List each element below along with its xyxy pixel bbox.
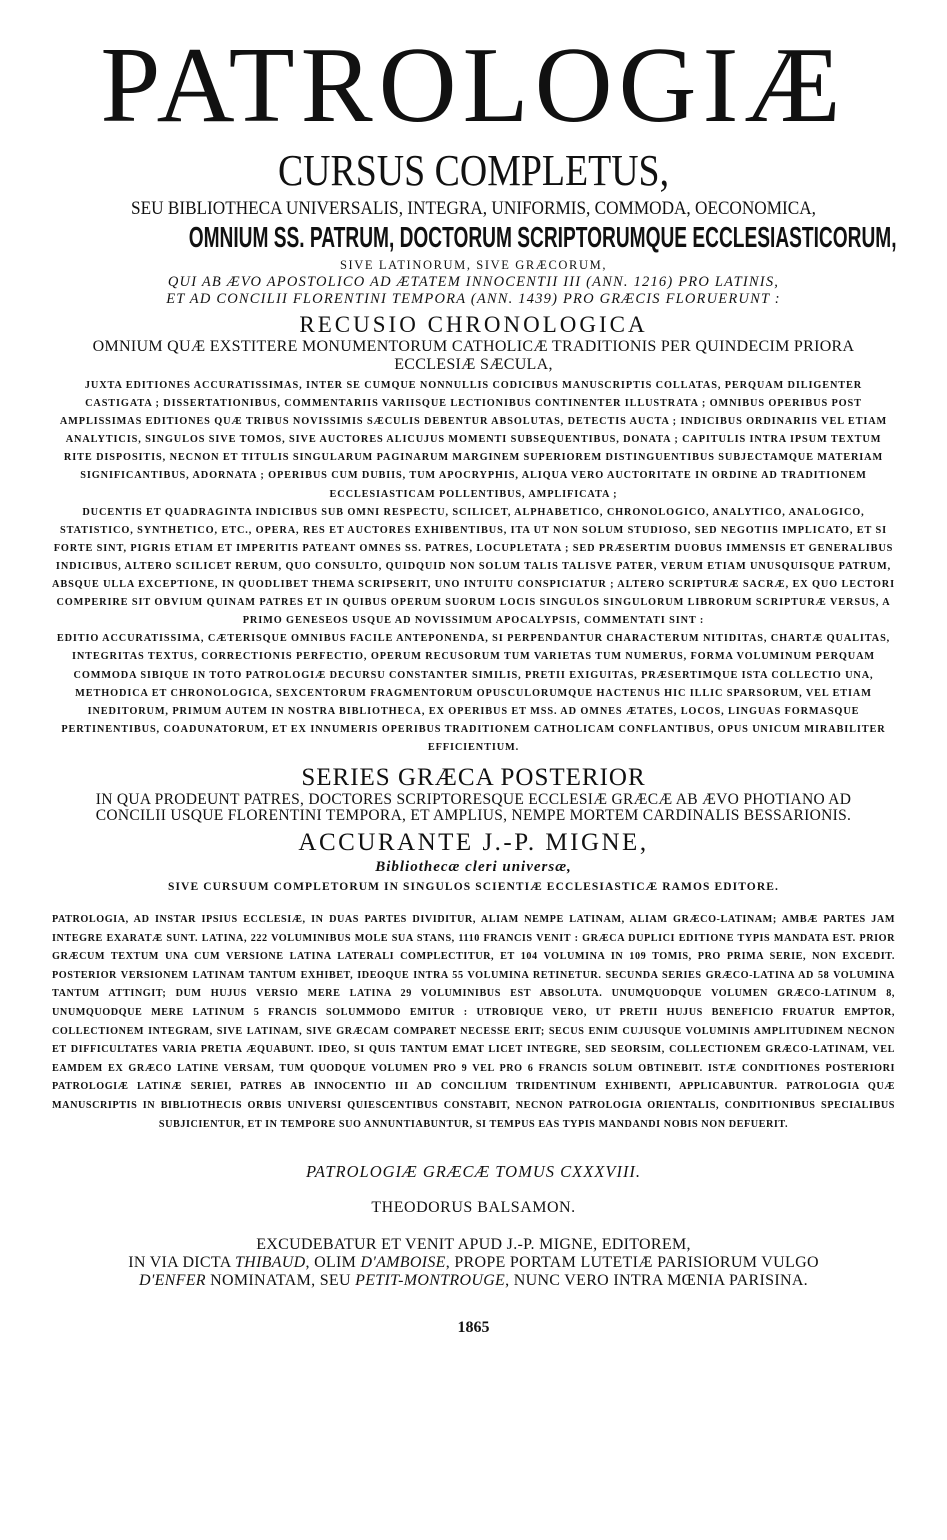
imprint-enfer: D'ENFER: [139, 1272, 206, 1290]
imprint-line-2: [42, 1254, 905, 1272]
author-line: THEODORUS BALSAMON.: [371, 1199, 576, 1217]
omnium-quae-line-2: ECCLESIÆ SÆCULA,: [394, 355, 553, 373]
main-title: PATROLOGIÆ: [100, 26, 847, 145]
bibliothecae-line: Bibliothecæ cleri universæ,: [375, 858, 572, 875]
omnium-quae-line-1: OMNIUM QUÆ EXSTITERE MONUMENTORUM CATHOLICÆ TRADITIONIS PER QUINDECIM PRIORA: [92, 338, 855, 355]
imprint-street-thibaud: THIBAUD: [234, 1254, 306, 1272]
seu-line: SEU BIBLIOTHECA UNIVERSALIS, INTEGRA, UNIFORMIS, COMMODA, OECONOMICA,: [131, 199, 816, 219]
juxta-paragraph: JUXTA EDITIONES ACCURATISSIMAS, INTER SE CUMQUE NONNULLIS CODICIBUS MANUSCRIPTIS COLLATAS, PERQUAM DILIGENTER CASTIGATA ; DISSERTATIONIBUS, COMMENTARIIS VARIISQUE LECTIONIBUS CONTINENTER ILLUSTRATA ; OMNIBUS OPERIBUS POST AMPLISSIMAS EDITIONES QUÆ TRIBUS NOVISSIMIS SÆCULIS DEBENTUR ABSOLUTAS, DETECTIS AUCTA ; INDICIBUS ORDINARIIS VEL ETIAM ANALYTICIS, SINGULOS SIVE TOMOS, SIVE AUCTORES ALICUJUS MOMENTI SUBSEQUENTIBUS, DONATA ; CAPITULIS INTRA IPSUM TEXTUM RITE DISPOSITIS, NECNON ET TITULIS SINGULARUM PAGINARUM MARGINEM SUPERIOREM DISTINGUENTIBUS SUBJECTAMQUE MATERIAM SIGNIFICANTIBUS, ADORNATA ; OPERIBUS CUM DUBIIS, TUM APOCRYPHIS, ALIQUA VERO AUCTORITATE IN ORDINE AD TRADITIONEM ECCLESIASTICAM POLLENTIBUS, AMPLIFICATA ;: [59, 380, 888, 500]
patrologia-note: PATROLOGIA, AD INSTAR IPSIUS ECCLESIÆ, IN DUAS PARTES DIVIDITUR, ALIAM NEMPE LATINAM, ALIAM GRÆCO-LATINAM; AMBÆ PARTES JAM INTEGRE EXARATÆ SUNT. LATINA, 222 VOLUMINIBUS MOLE SUA STANS, 1110 FRANCIS VENIT : GRÆCA DUPLICI EDITIONE TYPIS MANDATA EST. PRIOR GRÆCUM TEXTUM UNA CUM VERSIONE LATINA LATERALI COMPLECTITUR, ET 104 VOLUMINA IN 109 TOMIS, PRO PRIMA SERIE, NON EXCEDIT. POSTERIOR VERSIONEM LATINAM TANTUM EXHIBET, IDEOQUE INTRA 55 VOLUMINA RETINETUR. SECUNDA SERIES GRÆCO-LATINA AD 58 VOLUMINA TANTUM ATTINGIT; DUM HUJUS VERSIO MERE LATINA 29 VOLUMINIBUS EST ABSOLUTA. UNUMQUODQUE VOLUMEN GRÆCO-LATINUM 8, UNUMQUODQUE MERE LATINUM 5 FRANCIS SOLUMMODO EMITUR : UTROBIQUE VERO, UT PRETII HUJUS BENEFICIO FRUATUR EMPTOR, COLLECTIONEM INTEGRAM, SIVE LATINAM, SIVE GRÆCAM COMPARET NECESSE ERIT; SECUS ENIM CUJUSQUE VOLUMINIS AMPLITUDINEM NECNON ET DIFFICULTATES VARIA PRETIA ÆQUABUNT. IDEO, SI QUIS TANTUM EMAT LICET INTEGRE, SED SEORSIM, COLLECTIONEM GRÆCO-LATINAM, VEL EAMDEM EX GRÆCO LATINE VERSAM, TUM QUODQUE VOLUMEN PRO 9 VEL PRO 6 FRANCIS SOLUM OBTINEBIT. ISTÆ CONDITIONES POSTERIORI PATROLOGIÆ LATINÆ SERIEI, PATRES AB INNOCENTIO III AD CONCILIUM TRIDENTINUM EXHIBENTI, APPLICABUNTUR. PATROLOGIA QUÆ MANUSCRIPTIS IN BIBLIOTHECIS ORBIS UNIVERSI QUIESCENTIBUS CONSTABIT, NECNON PATROLOGIA ORIENTALIS, CONDITIONIBUS SPECIALIBUS SUBJICIENTUR, ET IN TEMPORE SUO ANNUNTIABUNTUR, SI TEMPUS EAS TYPIS MANDANDI NOBIS NON DEFUERIT.: [52, 913, 895, 1130]
imprint-street-amboise: D'AMBOISE: [360, 1254, 446, 1272]
imprint-2a: IN VIA DICTA: [128, 1254, 235, 1272]
imprint-line-1: EXCUDEBATUR ET VENIT APUD J.-P. MIGNE, EDITOREM,: [256, 1236, 691, 1254]
qui-line-2: ET AD CONCILII FLORENTINI TEMPORA (ANN. 1439) PRO GRÆCIS FLORUERUNT :: [166, 290, 781, 307]
in-qua-line-2: CONCILII USQUE FLORENTINI TEMPORA, ET AMPLIUS, NEMPE MORTEM CARDINALIS BESSARIONIS.: [95, 806, 852, 824]
sive-cursuum-line: SIVE CURSUUM COMPLETORUM IN SINGULOS SCIENTIÆ ECCLESIASTICÆ RAMOS EDITORE.: [167, 880, 780, 893]
omnium-line: OMNIUM SS. PATRUM, DOCTORUM SCRIPTORUMQUE ECCLESIASTICORUM,: [188, 222, 897, 254]
subtitle: CURSUS COMPLETUS,: [277, 146, 670, 195]
accurante-line: ACCURANTE J.-P. MIGNE,: [298, 828, 649, 856]
qui-line-1: QUI AB ÆVO APOSTOLICO AD ÆTATEM INNOCENTII III (ANN. 1216) PRO LATINIS,: [167, 274, 780, 290]
imprint-montrouge: PETIT-MONTROUGE: [355, 1272, 506, 1290]
imprint-3d: , NUNC VERO INTRA MŒNIA PARISINA.: [505, 1272, 808, 1290]
imprint-3b: NOMINATAM, SEU: [205, 1272, 356, 1290]
series-heading: SERIES GRÆCA POSTERIOR: [301, 763, 646, 791]
tomus-line: PATROLOGIÆ GRÆCÆ TOMUS CXXXVIII.: [305, 1162, 642, 1182]
publication-year: 1865: [457, 1319, 490, 1337]
imprint-2c: , OLIM: [305, 1254, 361, 1272]
recusio-heading: RECUSIO CHRONOLOGICA: [299, 312, 648, 337]
in-qua-line-1: IN QUA PRODEUNT PATRES, DOCTORES SCRIPTORESQUE ECCLESIÆ GRÆCÆ AB ÆVO PHOTIANO AD: [95, 790, 852, 808]
editio-paragraph: EDITIO ACCURATISSIMA, CÆTERISQUE OMNIBUS FACILE ANTEPONENDA, SI PERPENDANTUR CHARACTERUM NITIDITAS, CHARTÆ QUALITAS, INTEGRITAS TEXTUS, CORRECTIONIS PERFECTIO, OPERUM RECUSORUM TUM VARIETAS TUM NUMERUS, FORMA VOLUMINUM PERQUAM COMMODA SIBIQUE IN TOTO PATROLOGIÆ DECURSU CONSTANTER SIMILIS, PRETII EXIGUITAS, PRÆSERTIMQUE ISTA COLLECTIO UNA, METHODICA ET CHRONOLOGICA, SEXCENTORUM FRAGMENTORUM OPUSCULORUMQUE HACTENUS HIC ILLIC SPARSORUM, VEL ETIAM INEDITORUM, PRIMUM AUTEM IN NOSTRA BIBLIOTHECA, EX OPERIBUS ET MSS. AD OMNES ÆTATES, LOCOS, LINGUAS FORMASQUE PERTINENTIBUS, COADUNATORUM, ET EX INNUMERIS OPERIBUS TRADITIONEM CATHOLICAM CONFLANTIBUS, OPUS UNICUM MIRABILITER EFFICIENTIUM.: [56, 633, 891, 753]
imprint-line-3: [42, 1272, 905, 1290]
ducentis-paragraph: DUCENTIS ET QUADRAGINTA INDICIBUS SUB OMNI RESPECTU, SCILICET, ALPHABETICO, CHRONOLOGICO, ANALYTICO, ANALOGICO, STATISTICO, SYNTHETICO, ETC., OPERA, RES ET AUCTORES EXHIBENTIBUS, ITA UT NON SOLUM STUDIOSO, SED NEGOTIIS IMPLICATO, ET SI FORTE SINT, PIGRIS ETIAM ET IMPERITIS PATEANT OMNES SS. PATRES, LOCUPLETATA ; SED PRÆSERTIM DUOBUS IMMENSIS ET GENERALIBUS INDICIBUS, ALTERO SCILICET RERUM, QUO CONSULTO, QUIDQUID NON SOLUM TALIS TALISVE PATER, VERUM ETIAM UNUSQUISQUE PATRUM, ABSQUE ULLA EXCEPTIONE, IN QUODLIBET THEMA SCRIPSERIT, UNO INTUITU CONSPICIATUR ; ALTERO SCRIPTURÆ SACRÆ, EX QUO LECTORI COMPERIRE SIT OBVIUM QUINAM PATRES ET IN QUIBUS OPERUM SUORUM LOCIS SINGULOS SINGULORUM LIBRORUM SCRIPTURÆ VERSUS, A PRIMO GENESEOS USQUE AD NOVISSIMUM APOCALYPSIS, COMMENTATI SINT :: [52, 506, 895, 627]
sive-line: SIVE LATINORUM, SIVE GRÆCORUM,: [339, 258, 608, 272]
imprint-2e: , PROPE PORTAM LUTETIÆ PARISIORUM VULGO: [445, 1254, 819, 1272]
